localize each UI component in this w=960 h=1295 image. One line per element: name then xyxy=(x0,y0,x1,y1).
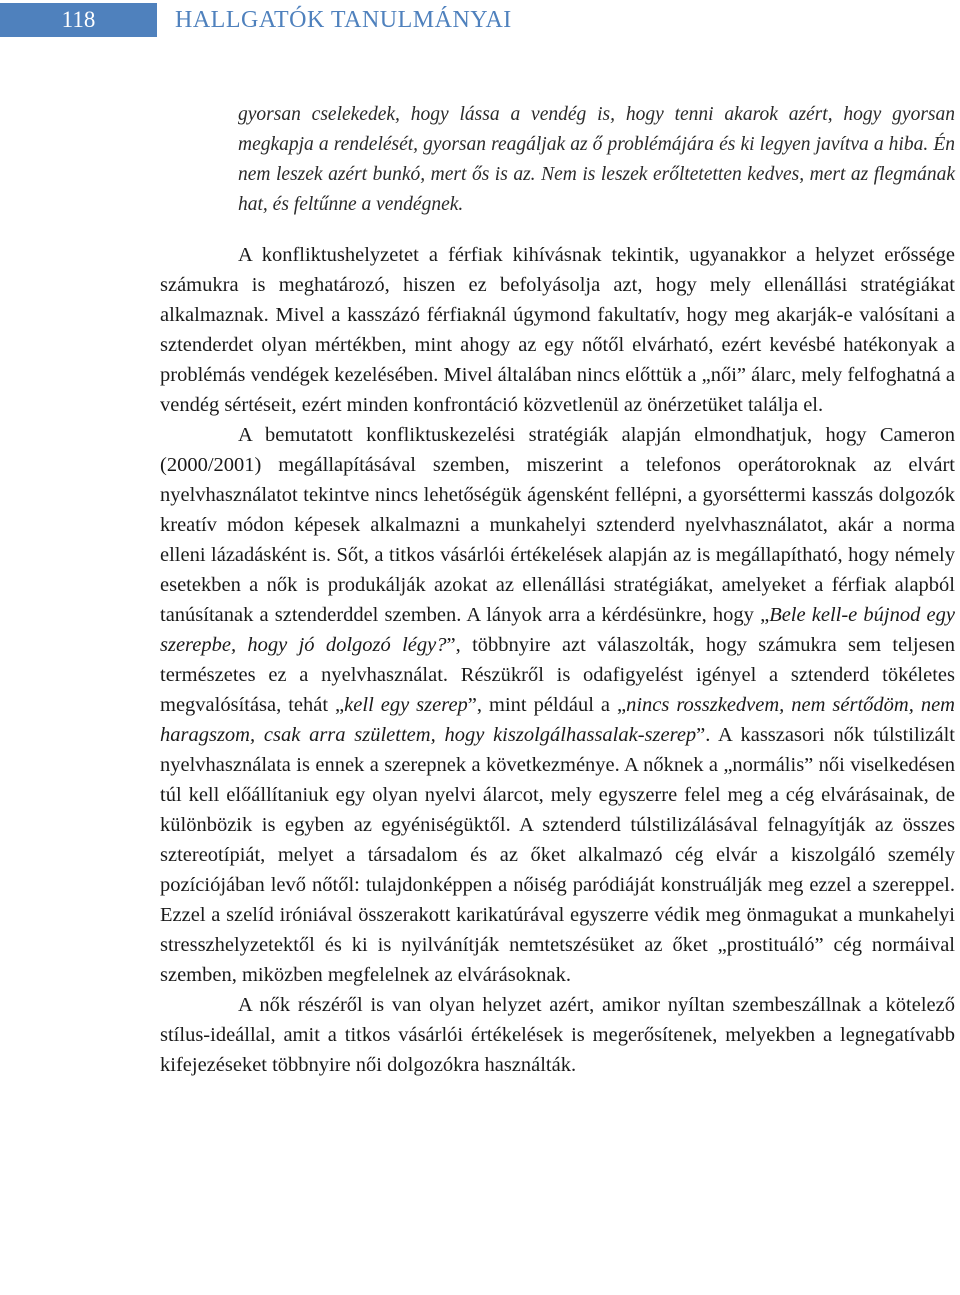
running-title: HALLGATÓK TANULMÁNYAI xyxy=(175,7,512,33)
interview-quote: gyorsan cselekedek, hogy lássa a vendég is, hogy tenni akarok azért, hogy gyorsan megkapja a rendelését, gyorsan reagáljak az ő problémájára és ki legyen javítva a hiba. Én nem leszek azért bunkó, mert ős is az. Nem is leszek erőltetetten kedves, mert az flegmának hat, és feltűnne a vendégnek. xyxy=(238,104,955,215)
page-header xyxy=(0,0,960,44)
page-body xyxy=(160,100,955,1080)
page-number: 118 xyxy=(0,3,157,37)
paragraph-2-text-1: A bemutatott konfliktuskezelési stratégiák alapján elmondhatjuk, hogy Cameron (2000/2001) megállapításával szemben, miszerint a telefonos operátoroknak az elvárt nyelvhasználatot tekintve nincs lehetőségük ágensként fellépni, a gyorséttermi kasszás dolgozók kreatív módon képesek alkalmazni a munkahelyi sztenderd nyelvhasználatot, akár a norma elleni lázadásként is. Sőt, a titkos vásárlói értékelések alapján az is megállapítható, hogy némely esetekben a nők is produkálják azokat az ellenállási stratégiákat, amelyeket a férfiak alapból tanúsítanak a sztenderddel szemben. A lányok arra a kérdésünkre, hogy „ xyxy=(160,424,955,626)
paragraph-2-italic-3: nincs rosszkedvem, nem sértődöm, nem haragszom, csak arra születtem, hogy kiszolgálhassalak-szerep xyxy=(160,694,955,746)
paragraph-2-text-2: ”, többnyire azt válaszolták, hogy számukra sem teljesen természetes ez a nyelvhasználat. Részükről is odafigyelést igényel a sztenderd tökéletes megvalósítása, tehát „ xyxy=(160,634,955,716)
paragraph-2-text-4: ”. A kasszasori nők túlstilizált nyelvhasználata is ennek a szerepnek a következménye. A nőknek a „normális” női viselkedésen túl kell előállítaniuk egy olyan nyelvi álarcot, mely egyszerre felel meg a cég elvárásainak, de különbözik is egyben az egyéniségüktől. A sztenderd túlstilizálásával felnagyítják az összes sztereotípiát, melyet a társadalom és az őket alkalmazó cég elvár a kiszolgáló személy pozíciójában levő nőtől: tulajdonképpen a nőiség paródiáját konstruálják meg ezzel a szereppel. Ezzel a szelíd iróniával összerakott karikatúrával egyszerre védik meg önmagukat a munkahelyi stresszhelyzetektől és ki is nyilvánítják nemtetszésüket az őket „prostituáló” cég normáival szemben, miközben megfelelnek az elvárásoknak. xyxy=(160,724,955,986)
paragraph-2-text-3: ”, mint például a „ xyxy=(467,694,627,716)
paragraph-3: A nők részéről is van olyan helyzet azért, amikor nyíltan szembeszállnak a kötelező stílus-ideállal, amit a titkos vásárlói értékelések is megerősítenek, melyekben a legnegatívabb kifejezéseket többnyire női dolgozókra használták. xyxy=(160,994,955,1076)
paragraph-1: A konfliktushelyzetet a férfiak kihívásnak tekintik, ugyanakkor a helyzet erőssége számukra is meghatározó, hiszen ez befolyásolja azt, hogy mely ellenállási stratégiákat alkalmaznak. Mivel a kasszázó férfiaknál úgymond fakultatív, hogy meg akarják-e valósítani a sztenderdet olyan mértékben, mint ahogy az egy nőtől elvárható, ezért kevésbé hatékonyak a problémás vendégek kezelésében. Mivel általában nincs előttük a „női” álarc, mely felfoghatná a vendég sértéseit, ezért minden konfrontáció közvetlenül az önérzetüket találja el. xyxy=(160,244,955,416)
paragraph-2-italic-2: kell egy szerep xyxy=(344,694,468,716)
paragraph-2-italic-1: Bele kell-e bújnod egy szerepbe, hogy jó dolgozó légy? xyxy=(160,604,955,656)
paragraph-2 xyxy=(160,420,955,990)
